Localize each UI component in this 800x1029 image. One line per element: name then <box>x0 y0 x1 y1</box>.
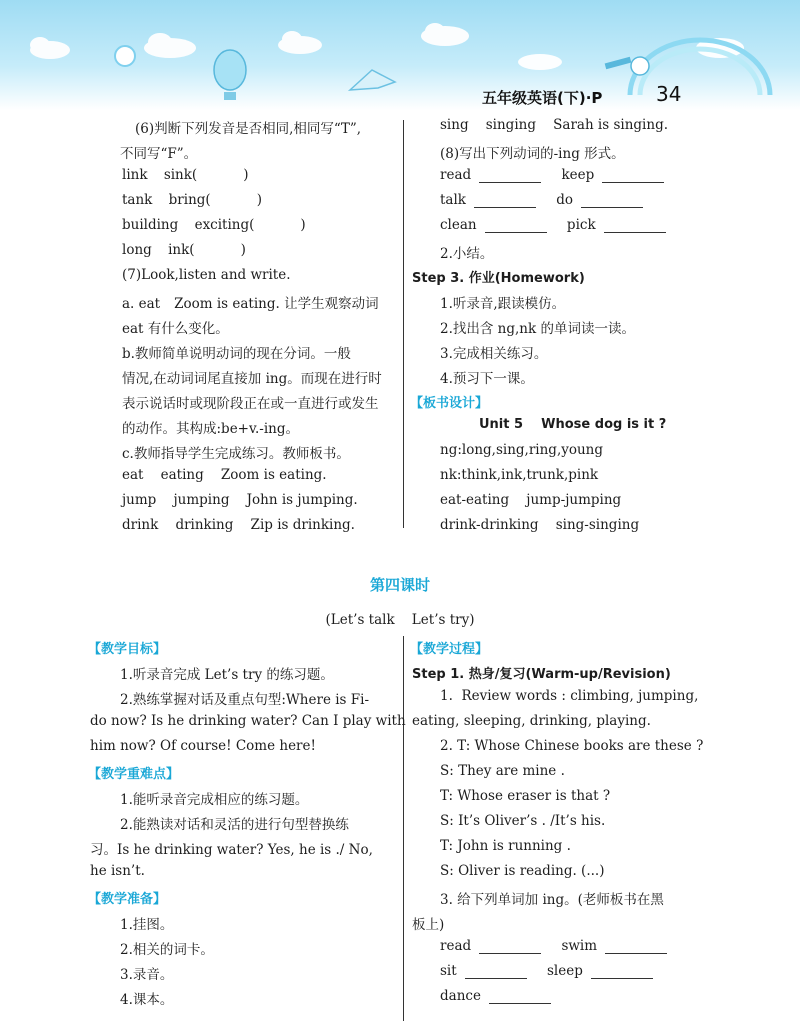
text-line: eat-eating jump-jumping <box>440 492 622 508</box>
answer-blank[interactable] <box>479 170 541 183</box>
answer-blank[interactable] <box>485 220 547 233</box>
fill-blank-row: clean pick <box>440 217 666 233</box>
text-line: T: John is running . <box>440 838 571 854</box>
text-line: he isn’t. <box>90 863 145 879</box>
text-line: 表示说话时或现阶段正在或一直进行或发生 <box>122 396 379 412</box>
answer-blank[interactable] <box>581 195 643 208</box>
step-1-heading: Step 1. 热身/复习(Warm-up/Revision) <box>412 667 671 682</box>
fill-blank-row: sit sleep <box>440 963 653 979</box>
text-line: T: Whose eraser is that ? <box>440 788 611 804</box>
text-line: 3.录音。 <box>120 967 174 983</box>
fill-blank-row: dance <box>440 988 551 1004</box>
key-points-tag: 【教学重难点】 <box>88 767 180 782</box>
text-line: eat 有什么变化。 <box>122 321 229 337</box>
text-line: 1. Review words : climbing, jumping, <box>440 688 699 704</box>
text-line: 3. 给下列单词加 ing。(老师板书在黑 <box>440 892 664 908</box>
text-line: eat eating Zoom is eating. <box>122 467 327 483</box>
text-line: sing singing Sarah is singing. <box>440 117 668 133</box>
text-line: drink-drinking sing-singing <box>440 517 640 533</box>
answer-blank[interactable] <box>604 220 666 233</box>
text-line: c.教师指导学生完成练习。教师板书。 <box>122 446 350 462</box>
step-3-heading: Step 3. 作业(Homework) <box>412 271 585 286</box>
answer-blank[interactable] <box>605 941 667 954</box>
text-line: ng:long,sing,ring,young <box>440 442 604 458</box>
text-line: drink drinking Zip is drinking. <box>122 517 355 533</box>
text-line: jump jumping John is jumping. <box>122 492 358 508</box>
lesson-title: 第四课时 <box>369 576 430 594</box>
rainbow-icon <box>630 40 770 95</box>
text-line: S: It’s Oliver’s . /It’s his. <box>440 813 606 829</box>
fill-blank-row: talk do <box>440 192 643 208</box>
lesson-subtitle: (Let’s talk Let’s try) <box>325 612 475 628</box>
hot-air-balloon-icon <box>214 50 246 100</box>
text-line: 3.完成相关练习。 <box>440 346 548 362</box>
text-line: 4.课本。 <box>120 992 174 1008</box>
text-line: 2.能熟读对话和灵活的进行句型替换练 <box>120 817 349 833</box>
text-line: him now? Of course! Come here! <box>90 738 316 754</box>
fill-blank-row: read keep <box>440 167 664 183</box>
text-line: a. eat Zoom is eating. 让学生观察动词 <box>122 296 379 312</box>
answer-blank[interactable] <box>591 966 653 979</box>
board-design-tag: 【板书设计】 <box>410 396 489 411</box>
sun-icon <box>115 46 135 66</box>
pair-row: link sink( ) <box>122 167 249 183</box>
fill-blank-row: read swim <box>440 938 667 954</box>
text-line: 情况,在动词词尾直接加 ing。而现在进行时 <box>122 371 382 387</box>
text-line: S: Oliver is reading. (...) <box>440 863 605 879</box>
board-design-title: Unit 5 Whose dog is it ? <box>479 417 667 432</box>
text-line: 1.能听录音完成相应的练习题。 <box>120 792 309 808</box>
exercise-6-heading: (6)判断下列发音是否相同,相同写“T”, <box>135 121 362 137</box>
answer-blank[interactable] <box>489 991 551 1004</box>
process-tag: 【教学过程】 <box>410 642 489 657</box>
text-line: eating, sleeping, drinking, playing. <box>412 713 651 729</box>
pair-row: building exciting( ) <box>122 217 306 233</box>
text-line: 1.听录音完成 Let’s try 的练习题。 <box>120 667 334 683</box>
text-line: 2.小结。 <box>440 246 494 262</box>
preparation-tag: 【教学准备】 <box>88 892 167 907</box>
text-line: 2.相关的词卡。 <box>120 942 214 958</box>
text-line: 习。Is he drinking water? Yes, he is ./ No, <box>90 842 373 858</box>
text-line: 2. T: Whose Chinese books are these ? <box>440 738 704 754</box>
text-line: 板上) <box>412 917 445 933</box>
text-line: nk:think,ink,trunk,pink <box>440 467 599 483</box>
text-line: 4.预习下一课。 <box>440 371 534 387</box>
objectives-tag: 【教学目标】 <box>88 642 167 657</box>
text-line: 的动作。其构成:be+v.-ing。 <box>122 421 300 437</box>
page-number: 34 <box>656 82 682 106</box>
exercise-6-instruction: 不同写“F”。 <box>120 146 198 162</box>
text-line: S: They are mine . <box>440 763 565 779</box>
child-with-telescope-icon <box>605 57 649 75</box>
answer-blank[interactable] <box>602 170 664 183</box>
text-line: b.教师简单说明动词的现在分词。一般 <box>122 346 351 362</box>
pair-row: long ink( ) <box>122 242 246 258</box>
text-line: 2.熟练掌握对话及重点句型:Where is Fi- <box>120 692 370 708</box>
answer-blank[interactable] <box>479 941 541 954</box>
answer-blank[interactable] <box>474 195 536 208</box>
column-divider <box>403 120 404 528</box>
text-line: do now? Is he drinking water? Can I play with <box>90 713 406 729</box>
text-line: 1.挂图。 <box>120 917 174 933</box>
glider-icon <box>350 70 395 90</box>
answer-blank[interactable] <box>465 966 527 979</box>
book-title: 五年级英语(下)·P <box>482 89 603 107</box>
text-line: 1.听录音,跟读模仿。 <box>440 296 566 312</box>
header-banner <box>0 0 800 110</box>
column-divider <box>403 636 404 1021</box>
text-line: 2.找出含 ng,nk 的单词读一读。 <box>440 321 635 337</box>
pair-row: tank bring( ) <box>122 192 262 208</box>
exercise-7-heading: (7)Look,listen and write. <box>122 267 291 283</box>
exercise-8-heading: (8)写出下列动词的-ing 形式。 <box>440 146 625 162</box>
